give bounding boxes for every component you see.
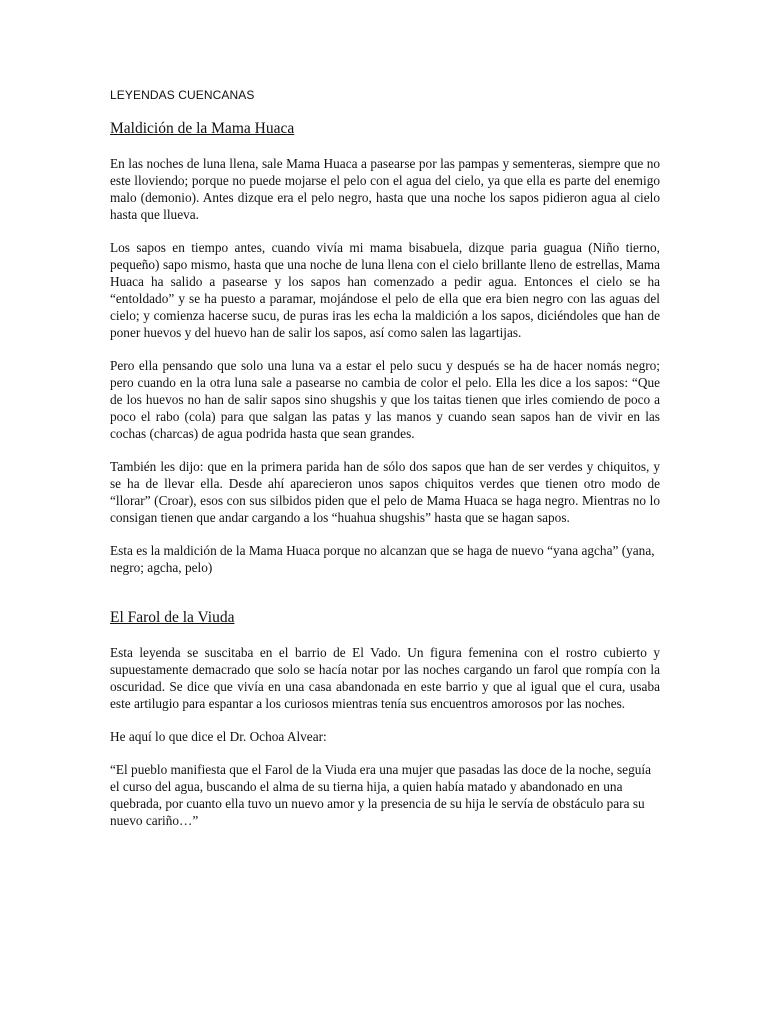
paragraph: Los sapos en tiempo antes, cuando vivía mi mama bisabuela, dizque paria guagua (Niño tierno, pequeño) sapo mismo, hasta que una noche de luna llena con el cielo brillante lleno de estrellas, Mama Huaca ha salido a pasearse y los sapos han comenzado a pedir agua. Entonces el cielo se ha “entoldado” y se ha puesto a paramar, mojándose el pelo de ella que era bien negro con las aguas del cielo; y comienza hacerse sucu, de puras iras les echa la maldición a los sapos, diciéndoles que han de poner huevos y del huevo han de salir los sapos, así como salen las lagartijas.	[110, 240, 660, 340]
quote-paragraph: “El pueblo manifiesta que el Farol de la Viuda era una mujer que pasadas las doce de la noche, seguía el curso del agua, buscando el alma de su tierna hija, a quien había matado y abandonado en una quebrada, por cuanto ella tuvo un nuevo amor y la presencia de su hija le servía de obstáculo para su nuevo cariño…”	[110, 762, 651, 828]
section-title-farol-viuda: El Farol de la Viuda	[110, 609, 235, 626]
paragraph: He aquí lo que dice el Dr. Ochoa Alvear:	[110, 729, 327, 744]
section-title-mama-huaca: Maldición de la Mama Huaca	[110, 120, 295, 137]
paragraph: En las noches de luna llena, sale Mama Huaca a pasearse por las pampas y sementeras, siempre que no este lloviendo; porque no puede mojarse el pelo con el agua del cielo, ya que ella es parte del enemigo malo (demonio). Antes dizque era el pelo negro, hasta que una noche los sapos pidieron agua al cielo hasta que llueva.	[110, 156, 660, 222]
paragraph: Esta leyenda se suscitaba en el barrio de El Vado. Un figura femenina con el rostro cubierto y supuestamente demacrado que solo se hacía notar por las noches cargando un farol que rompía con la oscuridad. Se dice que vivía en una casa abandonada en este barrio y que al igual que el cura, usaba este artilugio para espantar a los curiosos mientras tenía sus encuentros amorosos por las noches.	[110, 645, 660, 711]
paragraph: También les dijo: que en la primera parida han de sólo dos sapos que han de ser verdes y chiquitos, y se ha de llevar ella. Desde ahí aparecieron unos sapos chiquitos verdes que tienen otro modo de “llorar” (Croar), esos con sus silbidos piden que el pelo de Mama Huaca se haga negro. Mientras no lo consigan tienen que andar cargando a los “huahua shugshis” hasta que se hagan sapos.	[110, 459, 660, 525]
document-header: LEYENDAS CUENCANAS	[110, 88, 255, 102]
paragraph: Pero ella pensando que solo una luna va a estar el pelo sucu y después se ha de hacer nomás negro; pero cuando en la otra luna sale a pasearse no cambia de color el pelo. Ella les dice a los sapos: “Que de los huevos no han de salir sapos sino shugshis y que los taitas tienen que irles comiendo de poco a poco el rabo (cola) para que salgan las patas y las manos y cuando sean sapos han de vivir en las cochas (charcas) de agua podrida hasta que sean grandes.	[110, 358, 660, 441]
paragraph: Esta es la maldición de la Mama Huaca porque no alcanzan que se haga de nuevo “yana agcha” (yana, negro; agcha, pelo)	[110, 543, 655, 575]
